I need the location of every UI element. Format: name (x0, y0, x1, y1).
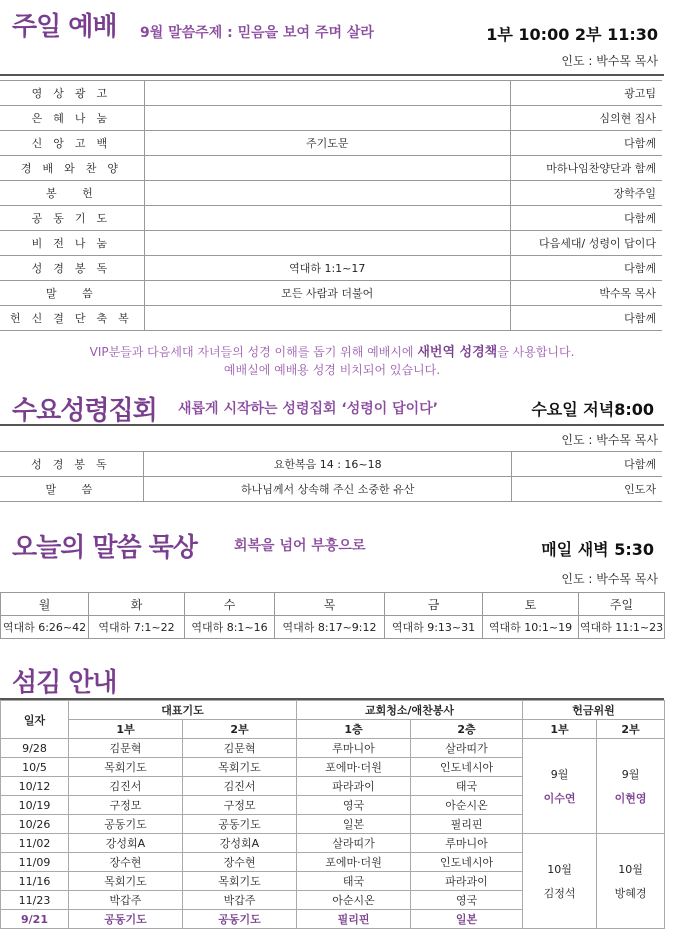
floor1-cell: 영국 (297, 796, 411, 815)
order-detail: 요한복음 14 : 16~18 (143, 452, 512, 477)
header-date: 일자 (1, 701, 69, 739)
order-leader: 광고팀 (510, 81, 662, 106)
order-label: 성경봉독 (0, 452, 143, 477)
order-label: 말 씀 (0, 281, 144, 306)
date-cell: 10/12 (1, 777, 69, 796)
order-detail: 역대하 1:1~17 (144, 256, 510, 281)
order-detail: 주기도문 (144, 131, 510, 156)
floor2-cell: 일본 (411, 910, 523, 929)
floor2-cell: 살라띠가 (411, 739, 523, 758)
wednesday-order-table (0, 451, 662, 502)
bible-note-post: 을 사용합니다. (497, 345, 575, 359)
order-detail: 모든 사람과 더불어 (144, 281, 510, 306)
floor1-cell: 포에마·더원 (297, 853, 411, 872)
order-leader: 인도자 (512, 477, 662, 502)
bible-note-bold: 새번역 성경책 (417, 345, 498, 360)
offering-first-oct (523, 834, 597, 929)
passage-cell: 역대하 8:17~9:12 (275, 616, 385, 639)
order-label: 말 씀 (0, 477, 143, 502)
prayer-first-cell: 목회기도 (69, 872, 183, 891)
order-leader: 다함께 (512, 452, 662, 477)
service-table (0, 700, 665, 929)
prayer-first-cell: 목회기도 (69, 758, 183, 777)
order-leader: 다함께 (510, 131, 662, 156)
prayer-first-cell: 박갑주 (69, 891, 183, 910)
order-detail (144, 181, 510, 206)
order-leader: 다함께 (510, 206, 662, 231)
floor1-cell: 파라과이 (297, 777, 411, 796)
order-row (0, 306, 662, 331)
prayer-first-cell: 공동기도 (69, 815, 183, 834)
order-leader: 장학주일 (510, 181, 662, 206)
service-row (1, 739, 665, 758)
prayer-second-cell: 장수현 (183, 853, 297, 872)
prayer-second-cell: 목회기도 (183, 872, 297, 891)
sunday-title: 주일 예배 (12, 12, 117, 42)
order-detail (144, 156, 510, 181)
floor2-cell: 인도네시아 (411, 758, 523, 777)
offering-second-sep (597, 739, 665, 834)
wednesday-theme: 새롭게 시작하는 성령집회 ‘성령이 답이다’ (178, 401, 439, 417)
floor1-cell: 아순시온 (297, 891, 411, 910)
order-row (0, 106, 662, 131)
wednesday-leader: 인도 : 박수목 목사 (561, 433, 658, 447)
weekday-cell: 수 (185, 593, 275, 616)
meditation-table (0, 592, 665, 639)
offering-month: 9월 (550, 768, 569, 781)
offering-month: 10월 (547, 863, 572, 876)
offering-name: 김정석 (543, 887, 576, 900)
floor2-cell: 필리핀 (411, 815, 523, 834)
passage-cell: 역대하 6:26~42 (1, 616, 89, 639)
order-leader: 심의현 집사 (510, 106, 662, 131)
meditation-title: 오늘의 말씀 묵상 (12, 533, 197, 563)
weekday-cell: 목 (275, 593, 385, 616)
header-floor1: 1층 (297, 720, 411, 739)
floor2-cell: 루마니아 (411, 834, 523, 853)
weekday-cell: 토 (483, 593, 579, 616)
prayer-first-cell: 김진서 (69, 777, 183, 796)
divider (0, 74, 664, 76)
order-label: 봉 헌 (0, 181, 144, 206)
header-offering-second: 2부 (597, 720, 665, 739)
order-label: 영상광고 (0, 81, 144, 106)
floor2-cell: 아순시온 (411, 796, 523, 815)
order-leader: 마하나임찬양단과 함께 (510, 156, 662, 181)
order-row (0, 477, 662, 502)
order-row (0, 231, 662, 256)
prayer-first-cell: 장수현 (69, 853, 183, 872)
service-row (1, 834, 665, 853)
order-row (0, 206, 662, 231)
header-prayer: 대표기도 (69, 701, 297, 720)
order-detail (144, 206, 510, 231)
order-label: 비전나눔 (0, 231, 144, 256)
sunday-leader: 인도 : 박수목 목사 (561, 54, 658, 68)
weekday-row (1, 593, 665, 616)
weekday-cell: 금 (385, 593, 483, 616)
header-prayer-second: 2부 (183, 720, 297, 739)
offering-second-oct (597, 834, 665, 929)
floor1-cell: 일본 (297, 815, 411, 834)
wednesday-time: 수요일 저녁8:00 (531, 400, 654, 419)
order-row (0, 256, 662, 281)
sunday-theme: 9월 말씀주제 : 믿음을 보여 주며 살라 (140, 25, 374, 41)
prayer-first-cell: 김문혁 (69, 739, 183, 758)
order-detail: 하나님께서 상속해 주신 소중한 유산 (143, 477, 512, 502)
date-cell: 9/21 (1, 910, 69, 929)
header-offering-first: 1부 (523, 720, 597, 739)
date-cell: 10/19 (1, 796, 69, 815)
floor2-cell: 파라과이 (411, 872, 523, 891)
header-cleaning: 교회청소/애찬봉사 (297, 701, 523, 720)
order-label: 헌신결단축복 (0, 306, 144, 331)
header-floor2: 2층 (411, 720, 523, 739)
order-label: 성경봉독 (0, 256, 144, 281)
date-cell: 11/02 (1, 834, 69, 853)
meditation-theme: 회복을 넘어 부흥으로 (234, 538, 366, 554)
passage-cell: 역대하 7:1~22 (89, 616, 185, 639)
offering-month: 10월 (618, 863, 643, 876)
order-detail (144, 306, 510, 331)
service-title: 섬김 안내 (12, 668, 117, 698)
sunday-times: 1부 10:00 2부 11:30 (486, 25, 658, 44)
floor2-cell: 태국 (411, 777, 523, 796)
floor1-cell: 살라띠가 (297, 834, 411, 853)
order-row (0, 131, 662, 156)
prayer-second-cell: 김진서 (183, 777, 297, 796)
prayer-second-cell: 목회기도 (183, 758, 297, 777)
bible-note-line2: 예배실에 예배용 성경 비치되어 있습니다. (223, 363, 441, 377)
bible-note (0, 341, 664, 360)
header-offering: 헌금위원 (523, 701, 665, 720)
order-leader: 다음세대/ 성령이 답이다 (510, 231, 662, 256)
order-detail (144, 106, 510, 131)
prayer-second-cell: 강성회A (183, 834, 297, 853)
offering-name: 이수연 (543, 792, 576, 805)
order-row (0, 81, 662, 106)
bible-note-pre: VIP분들과 다음세대 자녀들의 성경 이해를 돕기 위해 예배시에 (89, 345, 418, 359)
passage-row (1, 616, 665, 639)
passage-cell: 역대하 9:13~31 (385, 616, 483, 639)
order-leader: 다함께 (510, 256, 662, 281)
floor1-cell: 태국 (297, 872, 411, 891)
prayer-first-cell: 공동기도 (69, 910, 183, 929)
meditation-leader: 인도 : 박수목 목사 (561, 572, 658, 586)
passage-cell: 역대하 8:1~16 (185, 616, 275, 639)
order-label: 신앙고백 (0, 131, 144, 156)
meditation-time: 매일 새벽 5:30 (541, 540, 654, 559)
date-cell: 11/16 (1, 872, 69, 891)
passage-cell: 역대하 11:1~23 (579, 616, 665, 639)
offering-month: 9월 (621, 768, 640, 781)
wednesday-title: 수요성령집회 (12, 396, 157, 426)
prayer-second-cell: 구정모 (183, 796, 297, 815)
date-cell: 10/26 (1, 815, 69, 834)
offering-name: 이현영 (614, 792, 647, 805)
date-cell: 11/23 (1, 891, 69, 910)
prayer-second-cell: 공동기도 (183, 910, 297, 929)
order-label: 은혜나눔 (0, 106, 144, 131)
header-prayer-first: 1부 (69, 720, 183, 739)
sunday-order-table (0, 80, 662, 331)
order-label: 공동기도 (0, 206, 144, 231)
weekday-cell: 월 (1, 593, 89, 616)
date-cell: 10/5 (1, 758, 69, 777)
weekday-cell: 주일 (579, 593, 665, 616)
floor2-cell: 영국 (411, 891, 523, 910)
order-detail (144, 231, 510, 256)
date-cell: 9/28 (1, 739, 69, 758)
prayer-second-cell: 공동기도 (183, 815, 297, 834)
floor1-cell: 루마니아 (297, 739, 411, 758)
order-row (0, 181, 662, 206)
offering-name: 방혜경 (614, 887, 647, 900)
prayer-second-cell: 박갑주 (183, 891, 297, 910)
floor1-cell: 필리핀 (297, 910, 411, 929)
order-row (0, 452, 662, 477)
passage-cell: 역대하 10:1~19 (483, 616, 579, 639)
order-detail (144, 81, 510, 106)
floor1-cell: 포에마·더원 (297, 758, 411, 777)
order-leader: 박수목 목사 (510, 281, 662, 306)
order-leader: 다함께 (510, 306, 662, 331)
offering-first-sep (523, 739, 597, 834)
prayer-first-cell: 강성회A (69, 834, 183, 853)
weekday-cell: 화 (89, 593, 185, 616)
prayer-second-cell: 김문혁 (183, 739, 297, 758)
prayer-first-cell: 구정모 (69, 796, 183, 815)
order-label: 경배와찬양 (0, 156, 144, 181)
order-row (0, 281, 662, 306)
divider (0, 424, 664, 426)
date-cell: 11/09 (1, 853, 69, 872)
order-row (0, 156, 662, 181)
floor2-cell: 인도네시아 (411, 853, 523, 872)
